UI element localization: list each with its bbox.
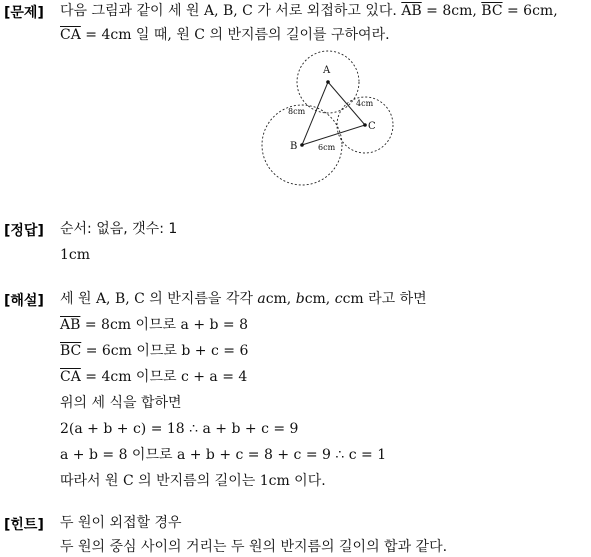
segment-bc (302, 125, 365, 145)
hint-line-1: 두 원이 외접할 경우 (60, 515, 182, 531)
solution-line-2: $\overline{AB} = 8cm$ 이므로 a + b = 8 (60, 317, 249, 333)
solution-line-5: 위의 세 식을 합하면 (60, 395, 182, 411)
center-c-dot (363, 123, 367, 127)
solution-line-7: a + b = 8 이므로 a + b + c = 8 + c = 9 ∴ c = 1 (60, 447, 387, 463)
solution-tag: [해설] (4, 293, 44, 309)
problem-figure (255, 45, 415, 190)
problem-tag: [문제] (4, 5, 44, 21)
answer-value: 1cm (60, 247, 91, 263)
label-ca-length: 4cm (356, 99, 374, 108)
solution-line-8: 따라서 원 C 의 반지름의 길이는 1cm 이다. (60, 473, 326, 489)
label-b: B (290, 141, 298, 152)
segment-ab (302, 82, 328, 145)
center-a-dot (326, 80, 330, 84)
solution-line-6: 2(a + b + c) = 18 ∴ a + b + c = 9 (60, 421, 299, 437)
problem-line-1: 다음 그림과 같이 세 원 A, B, C 가 서로 외접하고 있다. $\overline{AB} = 8cm$, $\overline{BC} = 6cm$, (60, 3, 558, 19)
hint-tag: [힌트] (4, 517, 44, 533)
solution-line-4: $\overline{CA} = 4cm$ 이므로 c + a = 4 (60, 369, 248, 385)
label-a: A (323, 65, 331, 76)
answer-meta: 순서: 없음, 갯수: 1 (60, 221, 178, 237)
problem-line-2: $\overline{CA} = 4cm$ 일 때, 원 C 의 반지름의 길이를 구하여라. (60, 27, 390, 43)
answer-tag: [정답] (4, 223, 44, 239)
center-b-dot (300, 143, 304, 147)
label-c: C (368, 121, 376, 132)
solution-line-1: 세 원 A, B, C 의 반지름을 각각 acm, bcm, ccm 라고 하면 (60, 291, 427, 307)
label-ab-length: 8cm (288, 107, 306, 116)
label-bc-length: 6cm (318, 143, 336, 152)
solution-line-3: $\overline{BC} = 6cm$ 이므로 b + c = 6 (60, 343, 249, 359)
hint-line-2: 두 원의 중심 사이의 거리는 두 원의 반지름의 길이의 합과 같다. (60, 539, 448, 555)
